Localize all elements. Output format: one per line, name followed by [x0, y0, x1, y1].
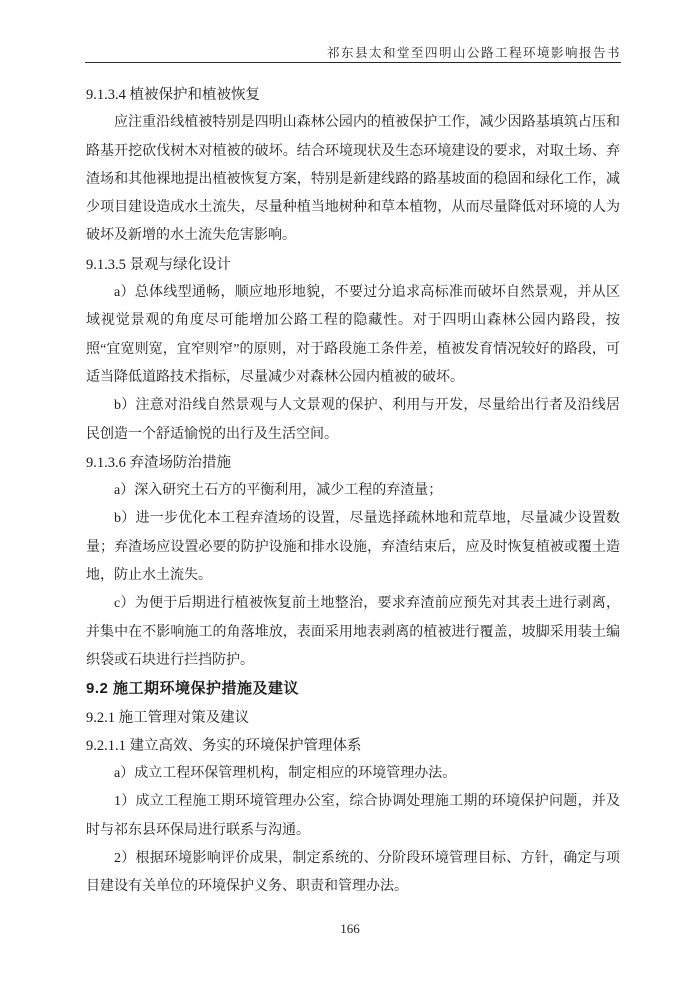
document-body [86, 81, 620, 902]
paragraph-mgmt-a: a）成立工程环保管理机构，制定相应的环境管理办法。 [114, 766, 457, 782]
paragraph-spoil-c: c）为便于后期进行植被恢复前土地整治，要求弃渣前应预先对其表土进行剥离，并集中在不影响施工的角落堆放，表面采用地表剥离的植被进行覆盖，坡脚采用装土编织袋或石块进行拦挡防护。 [86, 596, 620, 668]
section-heading-9-2: 9.2 施工期环境保护措施及建议 [86, 680, 300, 698]
section-heading-9-2-1-1: 9.2.1.1 建立高效、务实的环境保护管理体系 [86, 737, 362, 754]
header-divider [85, 62, 621, 63]
paragraph-landscape-b: b）注意对沿线自然景观与人文景观的保护、利用与开发，尽量给出行者及沿线居民创造一个舒适愉悦的出行及生活空间。 [86, 398, 620, 442]
paragraph-mgmt-1: 1）成立工程施工期环境管理办公室，综合协调处理施工期的环境保护问题，并及时与祁东县环保局进行联系与沟通。 [86, 794, 620, 838]
section-heading-9-2-1: 9.2.1 施工管理对策及建议 [86, 709, 250, 726]
paragraph-landscape-a: a）总体线型通畅，顺应地形地貌，不要过分追求高标准而破坏自然景观，并从区域视觉景观的角度尽可能增加公路工程的隐藏性。对于四明山森林公园内路段，按照“宜宽则宽，宜窄则窄”的原则，对于路段施工条件差，植被发育情况较好的路段，可适当降低道路技术指标，尽量减少对森林公园内植被的破坏。 [86, 285, 620, 385]
section-heading-9-1-3-6: 9.1.3.6 弃渣场防治措施 [86, 454, 231, 471]
section-heading-9-1-3-5: 9.1.3.5 景观与绿化设计 [86, 256, 231, 273]
paragraph-vegetation: 应注重沿线植被特别是四明山森林公园内的植被保护工作，减少因路基填筑占压和路基开挖砍伐树木对植被的破坏。结合环境现状及生态环境建设的要求，对取土场、弃渣场和其他裸地提出植被恢复方案，特别是新建线路的路基坡面的稳固和绿化工作，减少项目建设造成水土流失，尽量种植当地树种和草本植物，从而尽量降低对环境的人为破坏及新增的水土流失危害影响。 [86, 115, 620, 244]
paragraph-spoil-b: b）进一步优化本工程弃渣场的设置，尽量选择疏林地和荒草地，尽量减少设置数量；弃渣场应设置必要的防护设施和排水设施，弃渣结束后，应及时恢复植被或覆土造地，防止水土流失。 [86, 511, 620, 584]
page-number: 166 [340, 921, 360, 936]
paragraph-mgmt-2: 2）根据环境影响评价成果，制定系统的、分阶段环境管理目标、方针，确定与项目建设有关单位的环境保护义务、职责和管理办法。 [86, 851, 620, 895]
report-header-title: 祁东县太和堂至四明山公路工程环境影响报告书 [326, 46, 621, 60]
paragraph-spoil-a: a）深入研究土石方的平衡利用，减少工程的弃渣量； [114, 483, 443, 499]
section-heading-9-1-3-4: 9.1.3.4 植被保护和植被恢复 [86, 87, 260, 103]
